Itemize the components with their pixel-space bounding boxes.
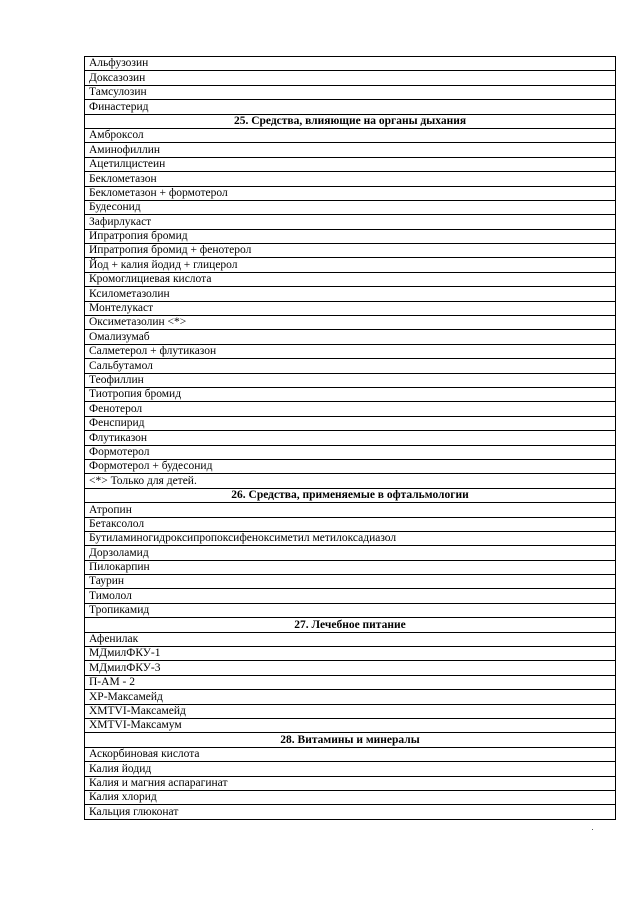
- drug-name: Беклометазон: [85, 172, 616, 186]
- drug-row: [85, 546, 616, 560]
- drug-name: Калия и магния аспарагинат: [85, 776, 616, 790]
- drug-name: Доксазозин: [85, 71, 616, 85]
- footnote-text: <*> Только для детей.: [85, 474, 616, 488]
- drug-row: [85, 100, 616, 114]
- drug-name: Таурин: [85, 575, 616, 589]
- section-header-row: [85, 733, 616, 747]
- section-title: 26. Средства, применяемые в офтальмологии: [85, 488, 616, 502]
- drug-row: [85, 200, 616, 214]
- drug-row: [85, 503, 616, 517]
- drug-name: Тиотропия бромид: [85, 387, 616, 401]
- drug-name: Кромоглициевая кислота: [85, 272, 616, 286]
- drug-row: [85, 85, 616, 99]
- drug-list-body: [85, 57, 616, 820]
- drug-name: Дорзоламид: [85, 546, 616, 560]
- drug-name: Сальбутамол: [85, 359, 616, 373]
- footnote-row: [85, 474, 616, 488]
- drug-row: [85, 762, 616, 776]
- drug-row: [85, 402, 616, 416]
- drug-row: [85, 359, 616, 373]
- drug-row: [85, 445, 616, 459]
- drug-row: [85, 330, 616, 344]
- drug-name: Кальция глюконат: [85, 805, 616, 819]
- drug-row: [85, 157, 616, 171]
- drug-name: Бетаксолол: [85, 517, 616, 531]
- drug-row: [85, 675, 616, 689]
- drug-name: Пилокарпин: [85, 560, 616, 574]
- drug-row: [85, 344, 616, 358]
- drug-row: [85, 459, 616, 473]
- drug-row: [85, 387, 616, 401]
- drug-row: [85, 776, 616, 790]
- drug-row: [85, 272, 616, 286]
- drug-row: [85, 128, 616, 142]
- drug-name: XP-Максамейд: [85, 690, 616, 704]
- drug-row: [85, 71, 616, 85]
- drug-row: [85, 287, 616, 301]
- drug-name: Тимолол: [85, 589, 616, 603]
- drug-name: МДмилФКУ-3: [85, 661, 616, 675]
- drug-row: [85, 661, 616, 675]
- document-page: [84, 56, 616, 820]
- drug-name: П-АМ - 2: [85, 675, 616, 689]
- drug-name: Афенилак: [85, 632, 616, 646]
- drug-name: Ацетилцистеин: [85, 157, 616, 171]
- drug-row: [85, 215, 616, 229]
- drug-name: Фенспирид: [85, 416, 616, 430]
- drug-row: [85, 316, 616, 330]
- drug-row: [85, 373, 616, 387]
- drug-row: [85, 790, 616, 804]
- drug-row: [85, 531, 616, 545]
- drug-row: [85, 244, 616, 258]
- drug-row: [85, 560, 616, 574]
- drug-name: Флутиказон: [85, 431, 616, 445]
- drug-row: [85, 690, 616, 704]
- drug-name: Зафирлукаст: [85, 215, 616, 229]
- section-header-row: [85, 618, 616, 632]
- drug-row: [85, 431, 616, 445]
- drug-row: [85, 416, 616, 430]
- drug-row: [85, 647, 616, 661]
- drug-name: Формотерол: [85, 445, 616, 459]
- drug-name: МДмилФКУ-1: [85, 647, 616, 661]
- drug-row: [85, 186, 616, 200]
- drug-name: Ксилометазолин: [85, 287, 616, 301]
- drug-row: [85, 632, 616, 646]
- drug-name: Калия йодид: [85, 762, 616, 776]
- drug-name: Оксиметазолин <*>: [85, 316, 616, 330]
- drug-row: [85, 517, 616, 531]
- scan-speck: [592, 829, 593, 830]
- drug-name: Ипратропия бромид: [85, 229, 616, 243]
- drug-name: Фенотерол: [85, 402, 616, 416]
- drug-name: Финастерид: [85, 100, 616, 114]
- drug-name: XMTVI-Максамум: [85, 718, 616, 732]
- drug-row: [85, 143, 616, 157]
- drug-row: [85, 805, 616, 819]
- drug-name: Монтелукаст: [85, 301, 616, 315]
- drug-row: [85, 575, 616, 589]
- drug-row: [85, 57, 616, 71]
- drug-name: Салметерол + флутиказон: [85, 344, 616, 358]
- drug-list-table: [84, 56, 616, 820]
- drug-name: Будесонид: [85, 200, 616, 214]
- drug-name: Аскорбиновая кислота: [85, 747, 616, 761]
- section-title: 27. Лечебное питание: [85, 618, 616, 632]
- drug-row: [85, 718, 616, 732]
- drug-row: [85, 589, 616, 603]
- drug-name: Альфузозин: [85, 57, 616, 71]
- drug-name: Тамсулозин: [85, 85, 616, 99]
- section-header-row: [85, 488, 616, 502]
- drug-name: Бутиламиногидроксипропоксифеноксиметил метилоксадиазол: [85, 531, 616, 545]
- drug-row: [85, 747, 616, 761]
- section-title: 28. Витамины и минералы: [85, 733, 616, 747]
- section-header-row: [85, 114, 616, 128]
- drug-name: Калия хлорид: [85, 790, 616, 804]
- drug-row: [85, 603, 616, 617]
- drug-name: Омализумаб: [85, 330, 616, 344]
- drug-row: [85, 704, 616, 718]
- drug-name: Беклометазон + формотерол: [85, 186, 616, 200]
- drug-name: Амброксол: [85, 128, 616, 142]
- drug-name: Йод + калия йодид + глицерол: [85, 258, 616, 272]
- drug-name: Атропин: [85, 503, 616, 517]
- drug-row: [85, 258, 616, 272]
- drug-row: [85, 301, 616, 315]
- drug-row: [85, 172, 616, 186]
- drug-name: Формотерол + будесонид: [85, 459, 616, 473]
- drug-name: XMTVI-Максамейд: [85, 704, 616, 718]
- drug-name: Ипратропия бромид + фенотерол: [85, 244, 616, 258]
- drug-name: Теофиллин: [85, 373, 616, 387]
- section-title: 25. Средства, влияющие на органы дыхания: [85, 114, 616, 128]
- drug-row: [85, 229, 616, 243]
- drug-name: Аминофиллин: [85, 143, 616, 157]
- drug-name: Тропикамид: [85, 603, 616, 617]
